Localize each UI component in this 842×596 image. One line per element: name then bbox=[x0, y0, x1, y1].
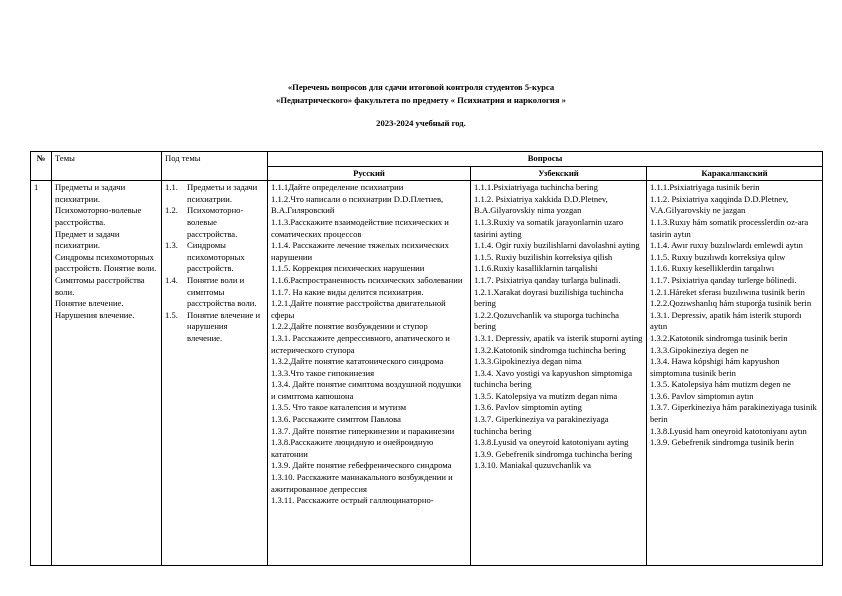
question-item: 1.3.7. Giperkineziya va parakineziyaga tuchincha bering bbox=[474, 414, 609, 436]
subtopic-item bbox=[165, 275, 264, 310]
subtopic-text: Понятие влечение и нарушения влечение. bbox=[187, 309, 261, 343]
question-item: 1.3.6. Pavlov simptomın aytın bbox=[650, 390, 754, 401]
question-item: 1.3.10. Расскажите маниакального возбуждении и ажитированное депрессия bbox=[271, 472, 453, 494]
topics-cell bbox=[52, 181, 162, 566]
subtopic-text: Психомоторно-волевые расстройства. bbox=[187, 205, 244, 239]
question-item: 1.3.2.Katotonik sindromga tuchincha bering bbox=[474, 344, 626, 355]
question-item: 1.3.2.Katotonik sindromga tusinik berin bbox=[650, 332, 788, 343]
topic-item: Синдромы психомоторных расстройств. Понятие воли. Симптомы расстройства воли. bbox=[55, 251, 157, 297]
question-item: 1.3.10. Maniakal quzuvchanlik va bbox=[474, 460, 591, 471]
header-questions: Вопросы bbox=[268, 152, 823, 167]
question-item: 1.1.6.Ruxiy kasalliklarnin tarqalishi bbox=[474, 263, 598, 274]
question-item: 1.3.9. Дайте понятие гебефренического синдрома bbox=[271, 460, 452, 471]
questions-karakalpak-cell bbox=[647, 181, 823, 566]
academic-year: 2023-2024 учебный год. bbox=[376, 118, 466, 128]
question-item: 1.3.4. Hawa kópshigi hám kapyushon simptomına tusinik berin bbox=[650, 356, 780, 378]
topic-item: Психомоторно-волевые расстройства. bbox=[55, 205, 142, 227]
document-title-line-2: «Педиатрического» факультета по предмету « Психиатрия и наркология » bbox=[276, 95, 566, 105]
subtopic-number: 1.2. bbox=[165, 205, 178, 216]
question-item: 1.1.5. Ruxiy buzilishin korreksiya qilish bbox=[474, 251, 613, 262]
question-item: 1.1.2.Что написали о психиатрии D.D.Плетнев, В.А.Гиляровский bbox=[271, 193, 444, 216]
question-item: 1.3.8.Lyusid ham oneyroid katotoniyanı aytın bbox=[650, 425, 807, 436]
subtopic-item bbox=[165, 182, 264, 205]
subtopic-number: 1.1. bbox=[165, 182, 178, 193]
header-topics: Темы bbox=[52, 152, 162, 181]
question-item: 1.3.11. Расскажите острый галлюцинаторно- bbox=[271, 495, 434, 506]
question-item: 1.3.7. Дайте понятие гиперкинезии и паракинезии bbox=[271, 425, 455, 436]
subtopic-item bbox=[165, 310, 264, 345]
question-item: 1.3.7. Giperkineziya hám parakineziyaga tusinik berin bbox=[650, 402, 817, 425]
question-item: 1.3.8.Lyusid va oneyroid katotoniyanı ayting bbox=[474, 437, 629, 448]
question-item: 1.3.4. Xavo yostigi va kapyushon simptomiga tuchincha bering bbox=[474, 367, 633, 390]
question-item: 1.1.4. Awır ruxıy buzılıwlardı emlewdi aytın bbox=[650, 240, 803, 251]
question-item: 1.3.1. Расскажите депрессивного, апатического и истерического ступора bbox=[271, 332, 450, 355]
question-item: 1.2.1.Дайте понятие расстройства двигательной сферы bbox=[271, 298, 446, 320]
question-item: 1.3.3.Что такое гипокинезия bbox=[271, 367, 375, 378]
row-number: 1 bbox=[31, 181, 52, 566]
header-lang-russian: Русский bbox=[268, 166, 471, 181]
question-item: 1.3.3.Gipokineziya degan nima bbox=[474, 356, 582, 367]
question-item: 1.1.5. Коррекция психических нарушении bbox=[271, 263, 425, 274]
question-item: 1.1.3.Расскажите взаимодействие психических и соматических процессов bbox=[271, 216, 449, 239]
topic-item: Нарушения влечение. bbox=[55, 309, 135, 320]
subtopics-cell bbox=[162, 181, 268, 566]
subtopic-text: Понятие воли и симптомы расстройства воли. bbox=[187, 274, 257, 309]
question-item: 1.1.1Дайте определение психиатрии bbox=[271, 182, 404, 193]
question-item: 1.1.6.Распространенность психических заболевании bbox=[271, 274, 463, 285]
question-item: 1.3.1. Depressiv, apatik hám isterik stupordı aytın bbox=[650, 309, 802, 332]
question-item: 1.1.1.Psixiatriyaga tusinik berin bbox=[650, 182, 760, 193]
header-lang-uzbek: Узбекский bbox=[471, 166, 647, 181]
header-num: № bbox=[31, 152, 52, 181]
subtopic-number: 1.4. bbox=[165, 274, 178, 285]
topic-item: Предмет и задачи психиатрии. bbox=[55, 228, 120, 251]
question-item: 1.3.2.Дайте понятие кататонического синдрома bbox=[271, 356, 444, 367]
question-item: 1.2.1.Háreket sferası buzılıwına tusinik berin bbox=[650, 286, 805, 297]
question-item: 1.3.4. Дайте понятие симптома воздушной подушки и симптома капюшона bbox=[271, 379, 461, 401]
question-item: 1.3.9. Gebefrenik sindromga tuchincha bering bbox=[474, 448, 633, 459]
subtopic-text: Синдромы психомоторных расстройств. bbox=[187, 240, 245, 274]
questions-uzbek-cell bbox=[471, 181, 647, 566]
question-item: 1.3.3.Gipokineziya degen ne bbox=[650, 344, 749, 355]
question-item: 1.3.6. Расскажите симптом Павлова bbox=[271, 414, 401, 425]
question-item: 1.2.2.Дайте понятие возбуждении и ступор bbox=[271, 321, 428, 332]
subtopic-text: Предметы и задачи психиатрии. bbox=[187, 182, 258, 204]
question-item: 1.1.5. Ruxıy buzılıwdı korreksiya qılıw bbox=[650, 251, 786, 262]
question-item: 1.2.2.Qozuvchanlik va stuporga tuchincha bering bbox=[474, 309, 619, 332]
topic-item: Предметы и задачи психиатрии. bbox=[55, 182, 126, 204]
question-item: 1.2.2.Qozıwshanlıq hám stuporǵa tusinik berin bbox=[650, 298, 812, 309]
topic-item: Понятие влечение. bbox=[55, 298, 124, 309]
question-item: 1.3.5. Что такое каталепсия и мутизм bbox=[271, 402, 407, 413]
question-item: 1.3.8.Расскажите люцидную и онейроидную кататонии bbox=[271, 437, 434, 459]
question-item: 1.3.5. Katolepsiya va mutizm degan nima bbox=[474, 390, 618, 401]
question-item: 1.1.7. Psixiatriya qanday turlarga bulinadi. bbox=[474, 274, 621, 285]
question-item: 1.1.4. Расскажите лечение тяжелых психических нарушении bbox=[271, 240, 449, 262]
subtopic-item bbox=[165, 205, 264, 240]
question-item: 1.1.4. Ogir ruxiy buzilishlarni davolashni ayting bbox=[474, 240, 640, 251]
table-row bbox=[31, 181, 823, 566]
question-item: 1.1.3.Ruxıy hám somatik processlerdin oz-ara tasirin aytın bbox=[650, 216, 809, 239]
questions-russian-cell bbox=[268, 181, 471, 566]
question-item: 1.3.1. Depressiv, apatik va isterik stuporni ayting bbox=[474, 332, 643, 343]
header-lang-karakalpak: Каракалпакский bbox=[647, 166, 823, 181]
question-item: 1.1.7. На какие виды делится психиатрия. bbox=[271, 286, 424, 297]
question-item: 1.1.2. Psixiatriya xakkida D.D.Pletnev, B.A.Gilyarovskiy nima yozgan bbox=[474, 193, 608, 216]
question-item: 1.1.7. Psixiatriya qanday turlerge bólinedi. bbox=[650, 274, 797, 285]
subtopic-number: 1.3. bbox=[165, 240, 178, 251]
document-title-line-1: «Перечень вопросов для сдачи итоговой контроля студентов 5-курса bbox=[287, 82, 555, 92]
question-item: 1.1.1.Psixiatriyaga tuchincha bering bbox=[474, 182, 598, 193]
header-subtopics: Под темы bbox=[162, 152, 268, 181]
question-item: 1.1.6. Ruxıy keselliklerdin tarqalıwı bbox=[650, 263, 775, 274]
question-item: 1.3.6. Pavlov simptomin ayting bbox=[474, 402, 582, 413]
subtopic-item bbox=[165, 240, 264, 275]
question-item: 1.3.9. Gebefrenik sindromga tusinik berin bbox=[650, 437, 794, 448]
question-item: 1.1.3.Ruxiy va somatik jarayonlarnin uzaro tasirini ayting bbox=[474, 216, 624, 239]
subtopic-number: 1.5. bbox=[165, 309, 178, 320]
questions-table bbox=[30, 151, 823, 566]
question-item: 1.3.5. Katolepsiya hám mutizm degen ne bbox=[650, 379, 791, 390]
question-item: 1.1.2. Psixiatriya xaqqinda D.D.Pletnev, V.A.Gilyarovskiy ne jazgan bbox=[650, 193, 789, 216]
question-item: 1.2.1.Xarakat doyrasi buzilishiga tuchincha bering bbox=[474, 286, 624, 309]
